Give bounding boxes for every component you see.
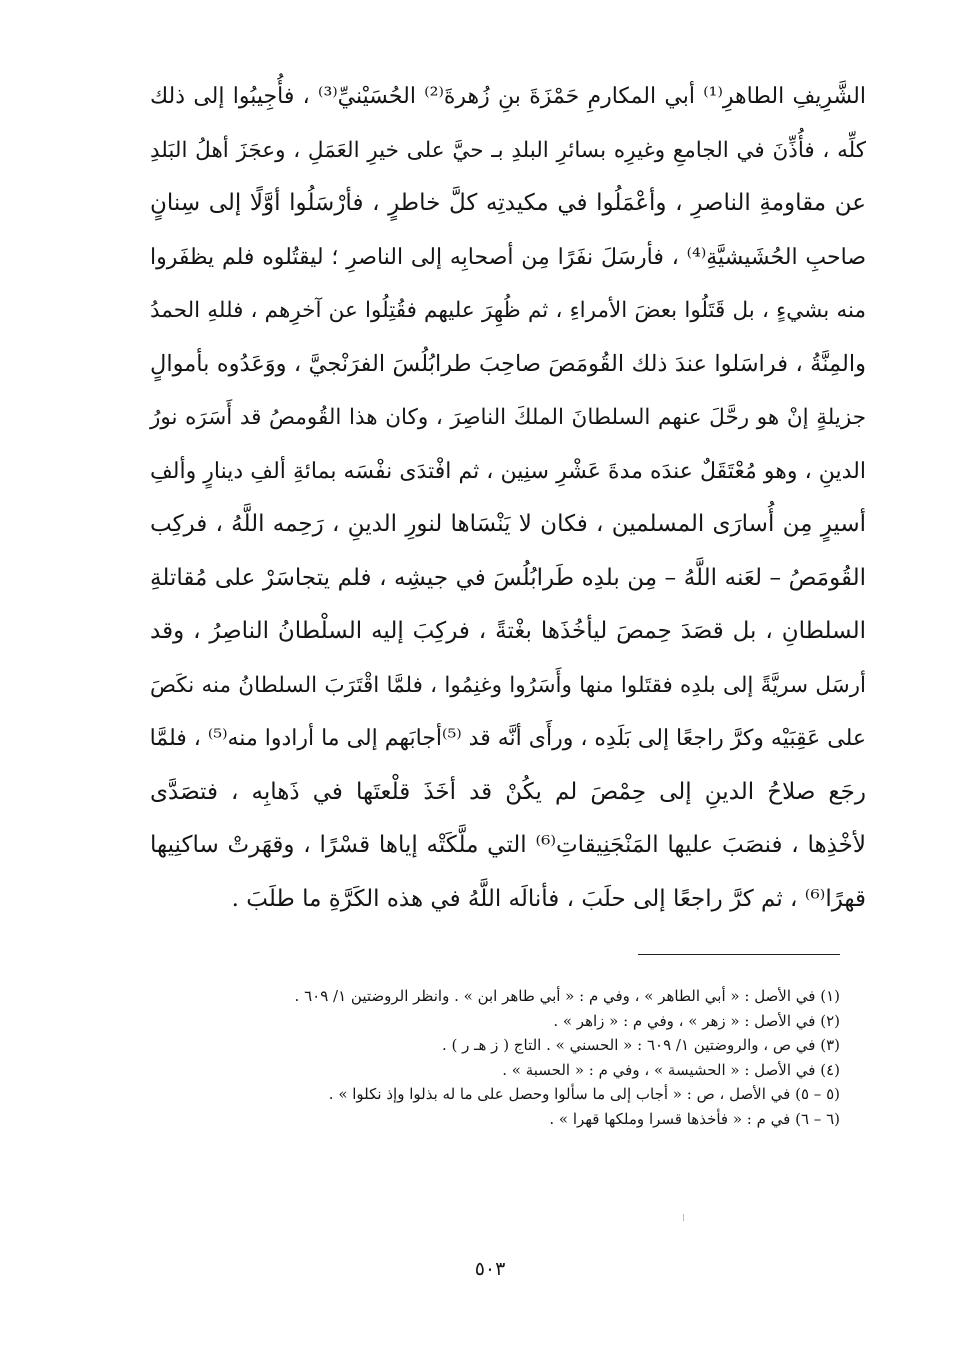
text-line: جزيلةٍ إنْ هو رحَّلَ عنهم السلطانَ الملكَ الناصِرَ ، وكان هذا القُومصُ قد أَسَرَه نورُ [150,405,866,430]
footnote: (٢) في الأصل : « زهر » ، وفي م : « زاهر » . [553,1011,840,1030]
text-line: القُومَصُ – لعَنه اللَّهُ – مِن بلدِه طَرابُلُسَ في جيشِه ، فلم يتجاسَرْ على مُقاتلةِ [150,564,866,591]
footnote: (٥ – ٥) في الأصل ، ص : « أجاب إلى ما سألوا وحصل على ما له بذلوا وإذ نكلوا » . [328,1085,840,1104]
text-line: أرسَل سريَّةً إلى بلدِه فقتَلوا منها وأَسَرُوا وغنِمُوا ، فلمَّا اقْتَرَبَ السلطانُ منه نكَصَ [150,672,866,698]
text-line: السلطانِ ، بل قصَدَ حِمصَ ليأخُذَها بغْتةً ، فركِبَ إليه السلْطانُ الناصِرُ ، وقد [150,618,866,644]
footnote: (٦ – ٦) في م : « فأخذها قسرا وملكها قهرا » . [549,1109,840,1128]
text-line: أسيرٍ مِن أُسارَى المسلمين ، فكان لا يَنْسَاها لنورِ الدينِ ، رَحِمه اللَّهُ ، فركِب [150,511,866,537]
scan-speck [683,1214,687,1221]
text-line: صاحبِ الحُشَيشيَّةِ⁽⁴⁾ ، فأرسَلَ نفَرًا مِن أصحابِه إلى الناصرِ ؛ ليقتُلوه فلم يظفَروا [150,244,866,270]
text-line: كلِّه ، فأُذِّنَ في الجامعِ وغيرِه بسائرِ البلدِ بـ حيَّ على خيرِ العَمَلِ ، وعجَزَ أهلُ البَلدِ [150,137,866,163]
text-line: رجَع صلاحُ الدينِ إلى حِمْصَ لم يكُنْ قد أخَذَ قلْعتَها في ذَهابِه ، فتصَدَّى [150,778,866,805]
text-line: قهرًا⁽⁶⁾ ، ثم كرَّ راجعًا إلى حلَبَ ، فأنالَه اللَّهُ في هذه الكَرَّةِ ما طلَبَ . [231,885,866,912]
page-number: ٥٠٣ [474,1258,506,1280]
text-line: والمِنَّةُ ، فراسَلوا عندَ ذلك القُومَصَ صاحِبَ طرابُلُسَ الفرَنْجيَّ ، ووَعَدُوه بأموالٍ [150,350,866,377]
text-line: الشَّرِيفِ الطاهرِ⁽¹⁾ أبي المكارمِ حَمْزَةَ بنِ زُهرةَ⁽²⁾ الحُسَيْنيِّ⁽³⁾ ، فأُجِيبُوا إلى ذلك [150,84,866,109]
text-line: لأخْذِها ، فنصَبَ عليها المَنْجَنِيقاتِ⁽⁶⁾ التي ملَّكَتْه إياها قسْرًا ، وقهَرتْ ساكنِيها [150,832,866,858]
text-line: على عَقِبَيْه وكرَّ راجعًا إلى بَلَدِه ، ورأَى أنَّه قد ⁽⁵⁾أجابَهم إلى ما أرادوا منه⁽⁵⁾ ، فلمَّا [149,726,866,751]
main-text [150,70,866,926]
footnote: (١) في الأصل : « أبي الطاهر » ، وفي م : « أبي طاهر ابن » . وانظر الروضتين ١/ ٦٠٩ . [294,987,840,1005]
text-line: الدينِ ، وهو مُعْتَقَلٌ عندَه مدةَ عَشْرِ سنِين ، ثم افْتدَى نفْسَه بمائةِ ألفِ دينارٍ وألفِ [150,458,866,484]
footnotes [180,984,840,1132]
text-line: عن مقاومةِ الناصرِ ، وأعْمَلُوا في مكيدتِه كلَّ خاطرٍ ، فأرْسَلُوا أوَّلًا إلى سِنانٍ [150,190,866,216]
footnote: (٣) في ص ، والروضتين ١/ ٦٠٩ : « الحسني » . التاج ( ز هـ ر ) . [441,1036,840,1055]
footnote-divider [638,954,840,955]
text-line: منه بشيءٍ ، بل قَتَلُوا بعضَ الأمراءِ ، ثم ظُهِرَ عليهم فقُتِلُوا عن آخرِهم ، فللهِ الحمدُ [150,298,866,323]
footnote: (٤) في الأصل : « الحشيسة » ، وفي م : « الحسبة » . [502,1060,840,1079]
